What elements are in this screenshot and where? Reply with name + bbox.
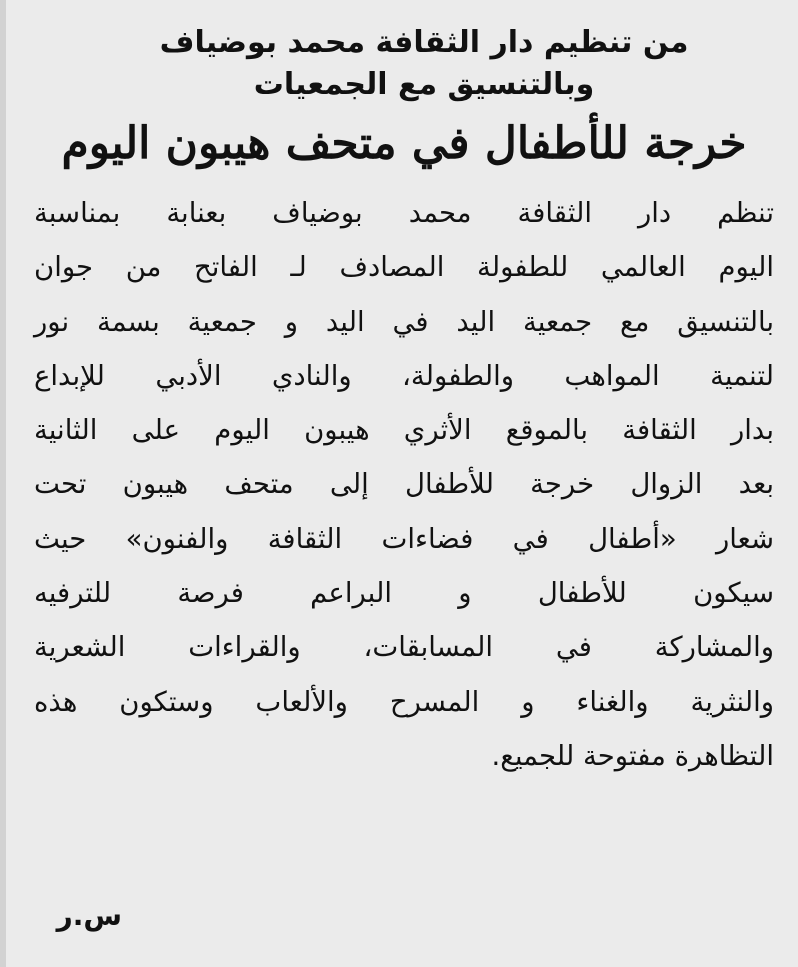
body-line: تنظم دار الثقافة محمد بوضياف بعنابة بمناسبة bbox=[34, 197, 774, 229]
body-line: لتنمية المواهب والطفولة، والنادي الأدبي للإبداع bbox=[34, 359, 774, 392]
body-line: بعد الزوال خرجة للأطفال إلى متحف هيبون تحت bbox=[34, 468, 774, 501]
author-signature: س.ر bbox=[56, 899, 122, 932]
body-line: بدار الثقافة بالموقع الأثري هيبون اليوم على الثانية bbox=[34, 414, 774, 447]
body-line: شعار «أطفال في فضاءات الثقافة والفنون» حيث bbox=[34, 522, 774, 555]
body-line: والمشاركة في المسابقات، والقراءات الشعرية bbox=[34, 631, 774, 664]
body-line: بالتنسيق مع جمعية اليد في اليد و جمعية بسمة نور bbox=[34, 305, 774, 338]
body-line-last: التظاهرة مفتوحة للجميع. bbox=[491, 739, 774, 772]
kicker-line-2: وبالتنسيق مع الجمعيات bbox=[253, 67, 595, 102]
article bbox=[34, 22, 774, 967]
body-line: والنثرية والغناء و المسرح والألعاب وستكون هذه bbox=[34, 685, 774, 718]
kicker-line-1: من تنظيم دار الثقافة محمد بوضياف bbox=[159, 25, 689, 60]
body-line: اليوم العالمي للطفولة المصادف لـ الفاتح من جوان bbox=[34, 251, 774, 284]
headline: خرجة للأطفال في متحف هيبون اليوم bbox=[61, 118, 747, 169]
article-body bbox=[34, 186, 774, 783]
body-line: سيكون للأطفال و البراعم فرصة للترفيه bbox=[34, 577, 774, 610]
